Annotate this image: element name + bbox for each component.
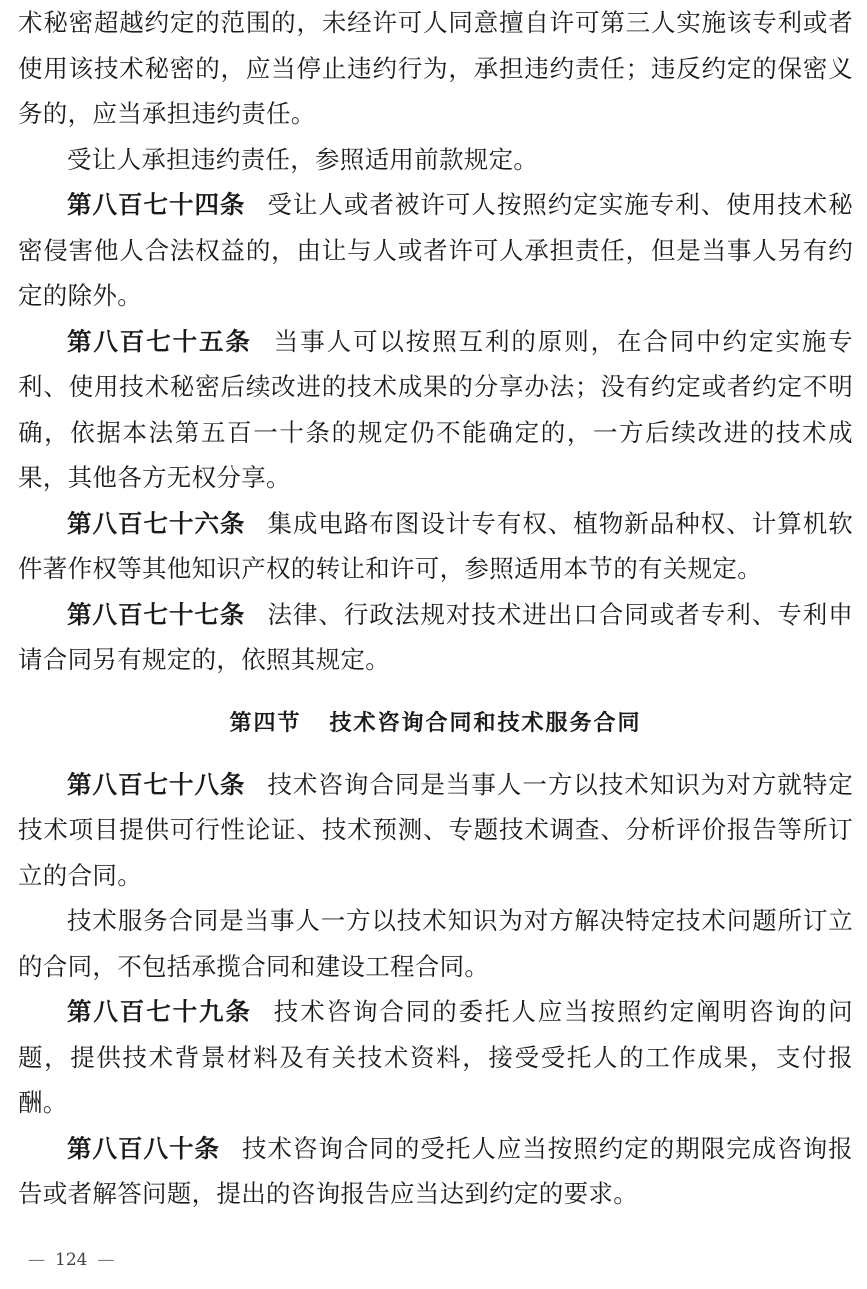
article-text: 技术咨询合同的委托人应当按照约定阐明咨询的问题，提供技术背景材料及有关技术资料，接受受托人的工作成果，支付报酬。	[18, 997, 853, 1117]
article-text: 当事人可以按照互利的原则，在合同中约定实施专利、使用技术秘密后续改进的技术成果的分享办法；没有约定或者约定不明确，依据本法第五百一十条的规定仍不能确定的，一方后续改进的技术成果，其他各方无权分享。	[18, 326, 853, 492]
paragraph-continuation	[18, 0, 853, 137]
paragraph	[18, 137, 853, 183]
article-878	[18, 762, 853, 899]
document-page	[18, 0, 853, 1217]
paragraph-text: 受让人承担违约责任，参照适用前款规定。	[67, 144, 539, 174]
article-text: 受让人或者被许可人按照约定实施专利、使用技术秘密侵害他人合法权益的，由让与人或者许可人承担责任，但是当事人另有约定的除外。	[18, 190, 853, 310]
section-title-text: 技术咨询合同和技术服务合同	[329, 709, 642, 736]
article-874	[18, 182, 853, 319]
article-877	[18, 592, 853, 683]
article-number: 第八百八十条	[67, 1133, 220, 1163]
page-footer	[28, 1250, 114, 1270]
paragraph-text: 技术服务合同是当事人一方以技术知识为对方解决特定技术问题所订立的合同，不包括承揽合同和建设工程合同。	[18, 906, 853, 981]
article-number: 第八百七十五条	[67, 326, 252, 356]
article-876	[18, 501, 853, 592]
article-879	[18, 989, 853, 1126]
article-number: 第八百七十六条	[67, 508, 246, 538]
article-number: 第八百七十四条	[67, 190, 246, 219]
section-heading	[18, 683, 853, 762]
page-number: 124	[55, 1250, 88, 1270]
article-number: 第八百七十七条	[67, 599, 246, 629]
article-text: 技术咨询合同是当事人一方以技术知识为对方就特定技术项目提供可行性论证、技术预测、专题技术调查、分析评价报告等所订立的合同。	[18, 769, 853, 890]
article-text: 集成电路布图设计专有权、植物新品种权、计算机软件著作权等其他知识产权的转让和许可，参照适用本节的有关规定。	[18, 508, 853, 583]
article-text: 法律、行政法规对技术进出口合同或者专利、专利申请合同另有规定的，依照其规定。	[18, 599, 853, 674]
paragraph-text: 术秘密超越约定的范围的，未经许可人同意擅自许可第三人实施该专利或者使用该技术秘密的，应当停止违约行为，承担违约责任；违反约定的保密义务的，应当承担违约责任。	[18, 8, 853, 128]
article-875	[18, 319, 853, 501]
article-text: 技术咨询合同的受托人应当按照约定的期限完成咨询报告或者解答问题，提出的咨询报告应当达到约定的要求。	[18, 1133, 853, 1208]
article-number: 第八百七十九条	[67, 997, 252, 1026]
section-number: 第四节	[229, 709, 302, 736]
article-number: 第八百七十八条	[67, 769, 246, 799]
paragraph	[18, 898, 853, 989]
footer-dash-left: —	[28, 1250, 45, 1270]
footer-dash-right: —	[97, 1250, 115, 1270]
article-880	[18, 1126, 853, 1217]
